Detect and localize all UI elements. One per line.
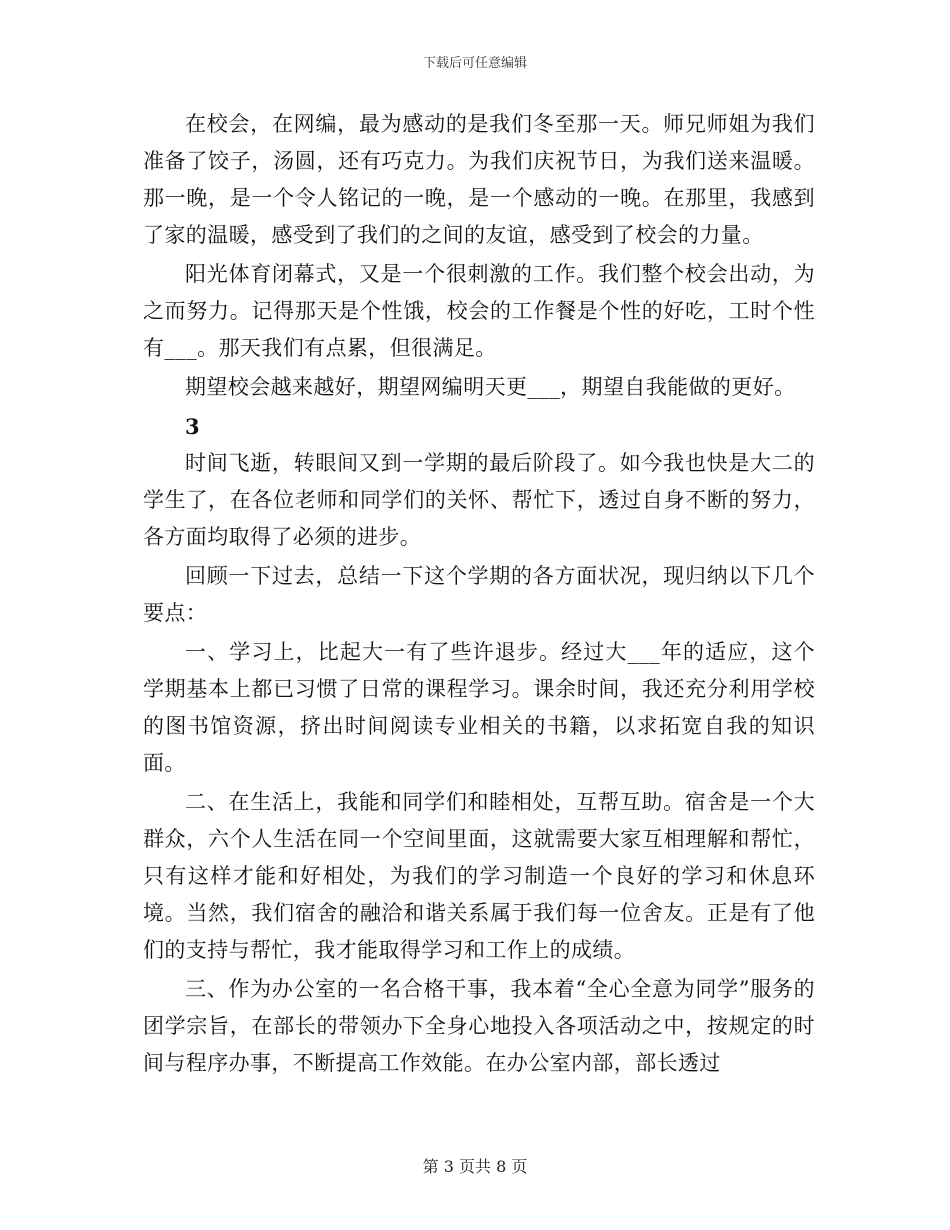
paragraph-study: 一、学习上，比起大一有了些许退步。经过大___年的适应，这个学期基本上都已习惯了日常的课程学习。课余时间，我还充分利用学校的图书馆资源，挤出时间阅读专业相关的书籍，以求拓宽自我的知识面。 [143, 640, 815, 775]
paragraph-wishes: 期望校会越来越好，期望网编明天更___，期望自我能做的更好。 [185, 375, 796, 399]
paragraph-time-flies: 时间飞逝，转眼间又到一学期的最后阶段了。如今我也快是大二的学生了，在各位老师和同学们的关怀、帮忙下，透过自身不断的努力，各方面均取得了必须的进步。 [143, 451, 815, 549]
paragraph-life: 二、在生活上，我能和同学们和睦相处，互帮互助。宿舍是一个大群众，六个人生活在同一个空间里面，这就需要大家互相理解和帮忙，只有这样才能和好相处，为我们的学习制造一个良好的学习和休息环境。当然，我们宿舍的融洽和谐关系属于我们每一位舍友。正是有了他们的支持与帮忙，我才能取得学习和工作上的成绩。 [143, 790, 815, 962]
document-body [143, 106, 815, 1084]
paragraph-sports-closing: 阳光体育闭幕式，又是一个很刺激的工作。我们整个校会出动，为之而努力。记得那天是个性饿，校会的工作餐是个性的好吃，工时个性有___。那天我们有点累，但很满足。 [143, 262, 815, 360]
page-header: 下载后可任意编辑 [422, 56, 527, 71]
paragraph-office-work: 三、作为办公室的一名合格干事，我本着“全心全意为同学”服务的团学宗旨，在部长的带领办下全身心地投入各项活动之中，按规定的时间与程序办事，不断提高工作效能。在办公室内部，部长透过 [143, 977, 815, 1075]
page-footer: 第 3 页共 8 页 [422, 1157, 528, 1176]
paragraph-winter-solstice: 在校会，在网编，最为感动的是我们冬至那一天。师兄师姐为我们准备了饺子，汤圆，还有巧克力。为我们庆祝节日，为我们送来温暖。那一晚，是一个令人铭记的一晚，是一个感动的一晚。在那里，我感到了家的温暖，感受到了我们的之间的友谊，感受到了校会的力量。 [143, 112, 815, 247]
section-number: 3 [185, 414, 200, 439]
paragraph-review: 回顾一下过去，总结一下这个学期的各方面状况，现归纳以下几个要点： [143, 564, 815, 625]
